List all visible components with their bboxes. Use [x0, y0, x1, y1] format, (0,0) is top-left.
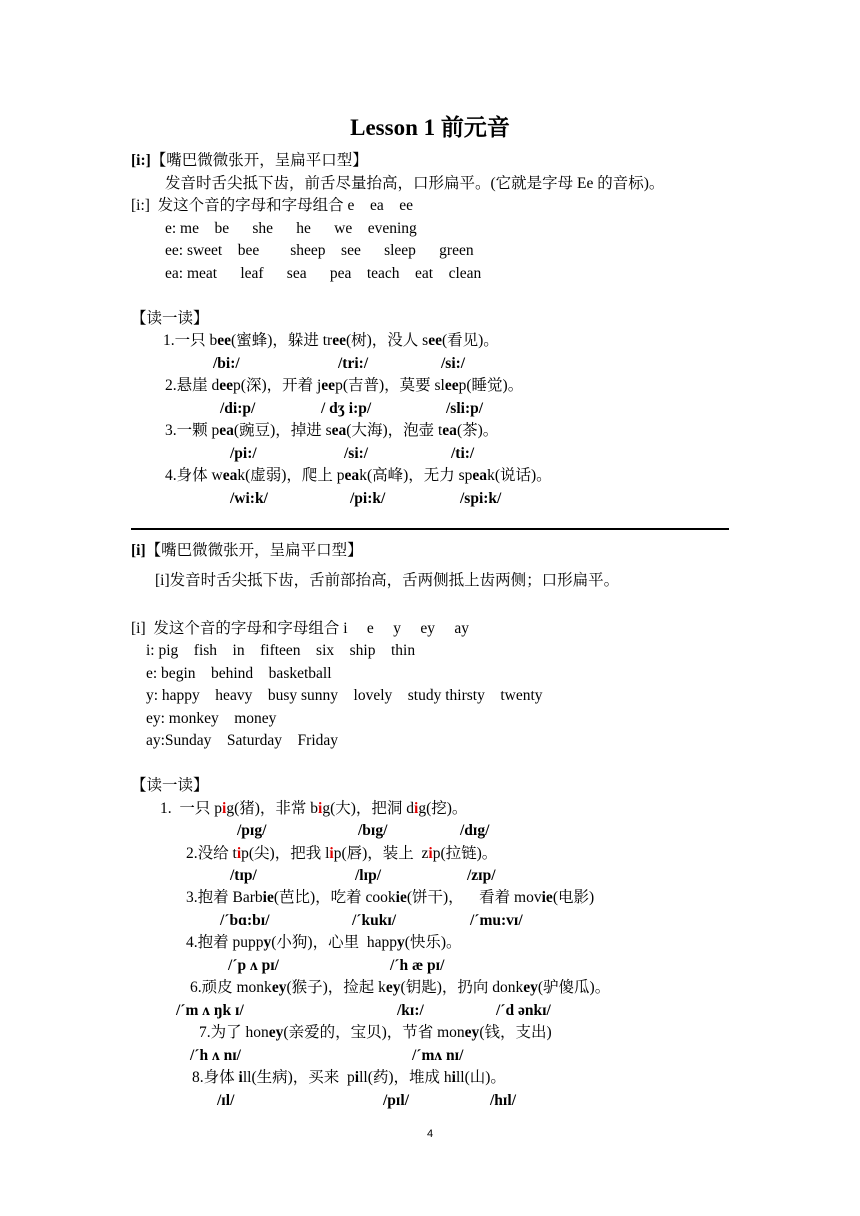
- section2-example-ay: ay:Sunday Saturday Friday: [146, 732, 339, 749]
- phonetic: /ˊh æ pɪ/: [390, 957, 445, 974]
- page-title: Lesson 1 前元音: [350, 115, 510, 140]
- phonetic: /ˊmu:vɪ/: [470, 912, 523, 929]
- section-divider: [131, 528, 729, 530]
- phonetic: /ˊp ʌ pɪ/: [228, 957, 279, 974]
- section1-symbol: [i:]: [131, 152, 151, 169]
- section1-rhyme-3: 3.一颗 pea(豌豆)，掉进 sea(大海)，泡壶 tea(茶)。: [165, 422, 499, 439]
- section1-rhyme-4: 4.身体 weak(虚弱)，爬上 peak(高峰)，无力 speak(说话)。: [165, 467, 552, 484]
- phonetic: /lɪp/: [355, 867, 381, 884]
- section2-heading-text: 【嘴巴微微张开，呈扁平口型】: [145, 542, 363, 559]
- section1-heading-text: 【嘴巴微微张开，呈扁平口型】: [150, 152, 368, 169]
- phonetic: /si:/: [441, 355, 466, 372]
- phonetic: /si:/: [344, 445, 369, 462]
- phonetic: / dʒ i:p/: [321, 400, 372, 417]
- page-number: 4: [426, 1128, 434, 1140]
- section2-rhyme-3: 3.抱着 Barbie(芭比)，吃着 cookie(饼干)， 看着 movie(电影): [186, 889, 595, 906]
- section2-example-ey: ey: monkey money: [146, 710, 277, 727]
- phonetic: /sli:p/: [446, 400, 484, 417]
- phonetic: /wi:k/: [230, 490, 268, 507]
- section2-rhyme-6: 7.为了 honey(亲爱的，宝贝)，节省 money(钱，支出): [199, 1024, 552, 1041]
- phonetic: /dɪg/: [460, 822, 490, 839]
- phonetic: /ˊmʌ nɪ/: [412, 1047, 464, 1064]
- section2-example-e: e: begin behind basketball: [146, 665, 332, 682]
- phonetic: /pɪl/: [383, 1092, 409, 1109]
- section2-symbol: [i]: [131, 542, 146, 559]
- phonetic: /ɪl/: [217, 1092, 235, 1109]
- phonetic: /spi:k/: [460, 490, 502, 507]
- phonetic: /bi:/: [213, 355, 240, 372]
- section2-example-i: i: pig fish in fifteen six ship thin: [146, 642, 416, 659]
- section2-description: [i]发音时舌尖抵下齿，舌前部抬高，舌两侧抵上齿两侧；口形扁平。: [155, 572, 620, 589]
- section2-rhyme-5: 6.顽皮 monkey(猴子)，捡起 key(钥匙)，扔向 donkey(驴傻瓜)。: [190, 979, 611, 996]
- phonetic: /tɪp/: [230, 867, 257, 884]
- section1-read-heading: 【读一读】: [131, 310, 209, 327]
- phonetic: /ˊh ʌ nɪ/: [190, 1047, 241, 1064]
- section1-example-ee: ee: sweet bee sheep see sleep green: [165, 242, 474, 259]
- phonetic: /pi:/: [230, 445, 257, 462]
- phonetic: /ˊd ənkɪ/: [496, 1002, 551, 1019]
- phonetic: /tri:/: [338, 355, 369, 372]
- section1-description: 发音时舌尖抵下齿，前舌尽量抬高，口形扁平。(它就是字母 Ee 的音标)。: [165, 175, 665, 192]
- phonetic: /ˊkukɪ/: [352, 912, 397, 929]
- section2-example-y: y: happy heavy busy sunny lovely study thirsty twenty: [146, 687, 543, 704]
- section1-example-e: e: me be she he we evening: [165, 220, 417, 237]
- section2-rhyme-4: 4.抱着 puppy(小狗)，心里 happy(快乐)。: [186, 934, 462, 951]
- section2-heading: [131, 541, 363, 561]
- phonetic: /kɪ:/: [397, 1002, 424, 1019]
- section2-rhyme-7: 8.身体 ill(生病)，买来 pill(药)，堆成 hill(山)。: [192, 1069, 506, 1086]
- section1-rhyme-1: 1.一只 bee(蜜蜂)，躲进 tree(树)，没人 see(看见)。: [163, 332, 499, 349]
- phonetic: /hɪl/: [490, 1092, 516, 1109]
- phonetic: /ti:/: [451, 445, 475, 462]
- phonetic: /pi:k/: [350, 490, 386, 507]
- phonetic: /ˊm ʌ ŋk ɪ/: [176, 1002, 244, 1019]
- section2-read-heading: 【读一读】: [131, 777, 209, 794]
- phonetic: /zɪp/: [467, 867, 496, 884]
- section1-example-ea: ea: meat leaf sea pea teach eat clean: [165, 265, 482, 282]
- phonetic: /pɪg/: [237, 822, 267, 839]
- section2-rhyme-1: 1. 一只 pig(猪)，非常 big(大)，把洞 dig(挖)。: [160, 800, 468, 817]
- section1-rhyme-2: 2.悬崖 deep(深)，开着 jeep(吉普)，莫要 sleep(睡觉)。: [165, 377, 524, 394]
- section2-letters: [i] 发这个音的字母和字母组合 i e y ey ay: [131, 620, 469, 637]
- phonetic: /bɪg/: [358, 822, 388, 839]
- phonetic: /di:p/: [220, 400, 256, 417]
- section1-letters: [i:] 发这个音的字母和字母组合 e ea ee: [131, 197, 413, 214]
- section1-heading: [131, 151, 368, 171]
- section2-rhyme-2: 2.没给 tip(尖)，把我 lip(唇)，装上 zip(拉链)。: [186, 845, 498, 862]
- phonetic: /ˊbɑ:bɪ/: [220, 912, 270, 929]
